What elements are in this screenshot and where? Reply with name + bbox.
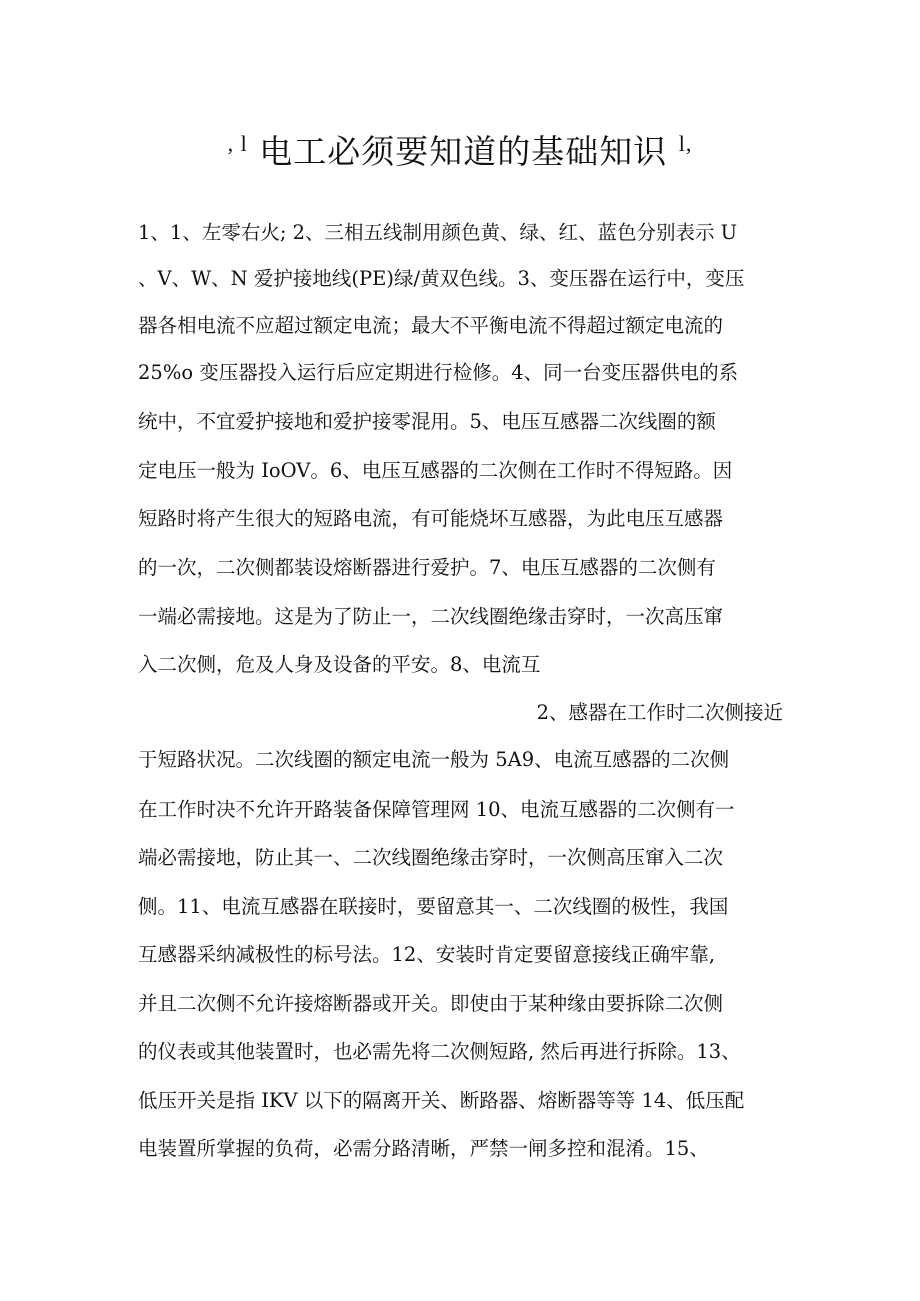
body-line-19: 低压开关是指 IKV 以下的隔离开关、断路器、熔断器等等 14、低压配 <box>138 1089 745 1112</box>
body-line-14: 端必需接地，防止其一、二次线圈绝缘击穿时，一次侧高压窜入二次 <box>138 846 724 869</box>
body-line-5: 统中，不宜爱护接地和爱护接零混用。5、电压互感器二次线圈的额 <box>138 410 716 433</box>
body-line-6: 定电压一般为 IoOV。6、电压互感器的二次侧在工作时不得短路。因 <box>138 459 733 482</box>
body-line-20: 电装置所掌握的负荷，必需分路清晰，严禁一闸多控和混淆。15、 <box>138 1137 709 1160</box>
body-line-15: 侧。11、电流互感器在联接时，要留意其一、二次线圈的极性，我国 <box>138 895 729 918</box>
body-line-12: 于短路状况。二次线圈的额定电流一般为 5A9、电流互感器的二次侧 <box>138 748 730 771</box>
body-line-2: 、V、W、N 爱护接地线(PE)绿/黄双色线。3、变压器在运行中，变压 <box>138 267 745 290</box>
body-line-7: 短路时将产生很大的短路电流，有可能烧坏互感器，为此电压互感器 <box>138 507 724 530</box>
body-line-9: 一端必需接地。这是为了防止一，二次线圈绝缘击穿时，一次高压窜 <box>138 605 724 628</box>
document-title: 电工必须要知道的基础知识 <box>259 132 668 171</box>
body-line-10: 入二次侧，危及人身及设备的平安。8、电流互 <box>138 653 541 676</box>
body-line-11: 2、感器在工作时二次侧接近 <box>536 701 783 724</box>
body-line-4: 25%o 变压器投入运行后应定期进行检修。4、同一台变压器供电的系 <box>138 361 739 384</box>
body-line-1: 1、1、左零右火; 2、三相五线制用颜色黄、绿、红、蓝色分别表示 U <box>138 221 738 244</box>
body-line-18: 的仪表或其他装置时，也必需先将二次侧短路, 然后再进行拆除。13、 <box>138 1040 741 1063</box>
document-title-row <box>0 128 920 180</box>
body-line-13: 在工作时决不允许开路装备保障管理网 10、电流互感器的二次侧有一 <box>138 798 735 821</box>
body-line-3: 器各相电流不应超过额定电流；最大不平衡电流不得超过额定电流的 <box>138 314 724 337</box>
body-line-8: 的一次，二次侧都装设熔断器进行爱护。7、电压互感器的二次侧有 <box>138 556 716 579</box>
title-prefix-mark: , l <box>227 131 248 156</box>
body-line-17: 并且二次侧不允许接熔断器或开关。即使由于某种缘由要拆除二次侧 <box>138 992 724 1015</box>
title-suffix-mark: l, <box>678 131 693 156</box>
body-line-16: 互感器采纳减极性的标号法。12、安装时肯定要留意接线正确牢靠, <box>138 943 716 966</box>
